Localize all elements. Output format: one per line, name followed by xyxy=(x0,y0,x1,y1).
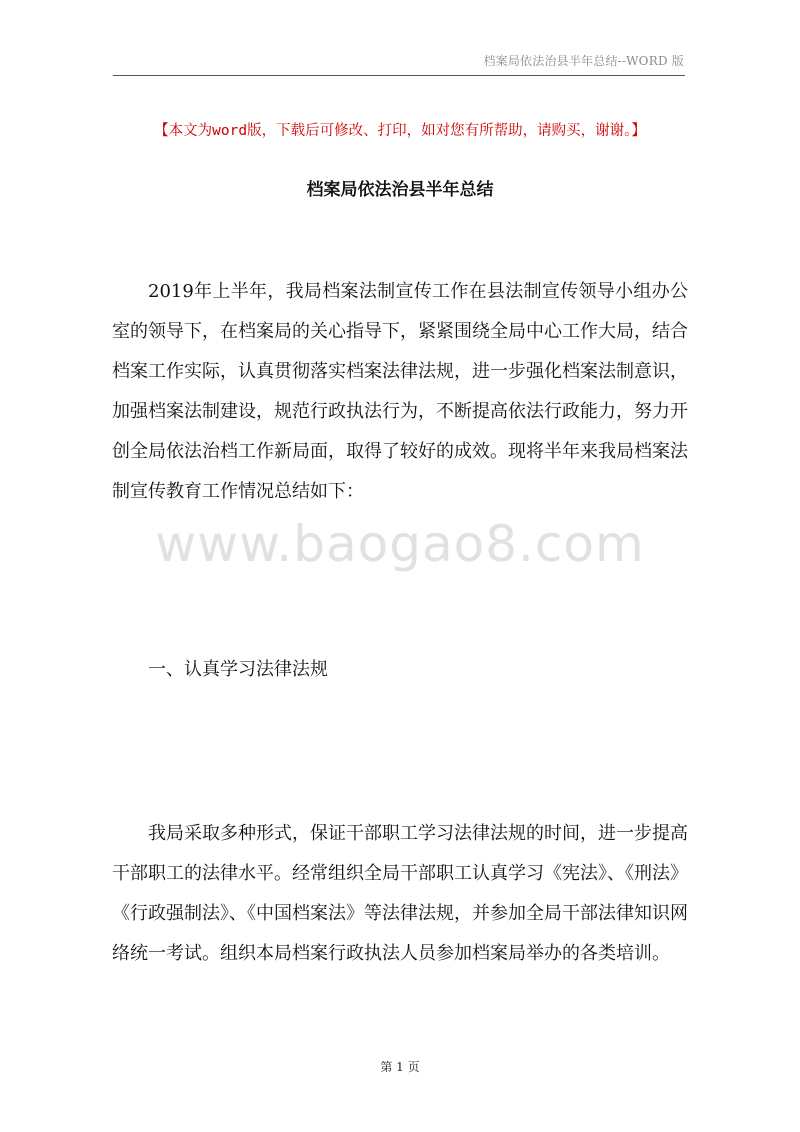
header-divider xyxy=(113,75,685,76)
watermark-text: www.baogao8.com xyxy=(155,515,645,573)
section-paragraph: 我局采取多种形式，保证干部职工学习法律法规的时间，进一步提高干部职工的法律水平。经常组织全局干部职工认真学习《宪法》、《刑法》《行政强制法》、《中国档案法》等法律法规，并参加全局干部法律知识网络统一考试。组织本局档案行政执法人员参加档案局举办的各类培训。 xyxy=(112,823,688,964)
page-number: 第 1 页 xyxy=(380,1060,420,1074)
download-notice: 【本文为word版，下载后可修改、打印，如对您有所帮助，请购买，谢谢。】 xyxy=(154,123,646,139)
intro-paragraph: 2019年上半年，我局档案法制宣传工作在县法制宣传领导小组办公室的领导下，在档案局的关心指导下，紧紧围绕全局中心工作大局，结合档案工作实际，认真贯彻落实档案法律法规，进一步强化档案法制意识，加强档案法制建设，规范行政执法行为，不断提高依法行政能力，努力开创全局依法治档工作新局面，取得了较好的成效。现将半年来我局档案法制宣传教育工作情况总结如下： xyxy=(112,281,688,502)
section-heading: 一、认真学习法律法规 xyxy=(148,659,328,680)
document-title: 档案局依法治县半年总结 xyxy=(306,180,494,200)
running-header-title: 档案局依法治县半年总结--WORD 版 xyxy=(483,54,684,68)
